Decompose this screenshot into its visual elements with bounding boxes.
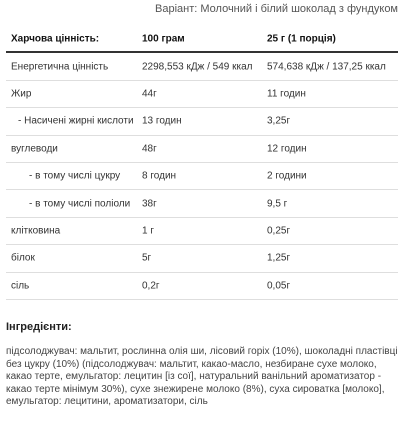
row-value-serving: 0,05г bbox=[267, 280, 291, 292]
row-value-100g: 5г bbox=[142, 252, 152, 264]
row-label: Енергетична цінність bbox=[11, 61, 109, 73]
row-value-100g: 44г bbox=[142, 88, 157, 100]
table-row bbox=[6, 218, 398, 245]
nutrition-table bbox=[6, 26, 398, 300]
header-per-100g: 100 грам bbox=[142, 33, 185, 45]
table-row bbox=[6, 163, 398, 190]
header-per-serving: 25 г (1 порція) bbox=[267, 33, 336, 45]
ingredients-text: підсолоджувач: мальтит, рослинна олія ши, лісовий горіх (10%), шоколадні пластівці без цукру (10%) (підсолоджувач: мальтит, какао-масло, незбиране сухе молоко, какао терте, емульгатор: лецитин [із сої], натуральний ванільний ароматизатор - какао терте мінімум 30%), сухе знежирене молоко (8%), суха сироватка [молоко], емульгатор: лецитини, ароматизатори, сіль bbox=[6, 346, 398, 407]
row-value-serving: 9,5 г bbox=[267, 198, 288, 210]
row-value-100g: 8 годин bbox=[142, 170, 177, 182]
table-row bbox=[6, 53, 398, 80]
row-value-serving: 1,25г bbox=[267, 252, 291, 264]
row-value-serving: 574,638 кДж / 137,25 ккал bbox=[267, 61, 386, 73]
row-label: - Насичені жирні кислоти bbox=[18, 115, 134, 127]
row-value-serving: 0,25г bbox=[267, 225, 291, 237]
row-value-100g: 13 годин bbox=[142, 115, 182, 127]
row-label: - в тому числі цукру bbox=[29, 170, 121, 182]
table-header-row bbox=[6, 26, 398, 53]
variant-label: Варіант: Молочний і білий шоколад з фундуком bbox=[155, 3, 398, 15]
table-row bbox=[6, 273, 398, 300]
table-row bbox=[6, 245, 398, 272]
row-value-100g: 1 г bbox=[142, 225, 154, 237]
table-row bbox=[6, 108, 398, 135]
table-row bbox=[6, 190, 398, 217]
row-value-100g: 2298,553 кДж / 549 ккал bbox=[142, 61, 253, 73]
row-value-serving: 11 годин bbox=[267, 88, 306, 100]
row-value-serving: 12 годин bbox=[267, 143, 307, 155]
row-label: клітковина bbox=[11, 225, 61, 237]
row-label: вуглеводи bbox=[11, 143, 58, 155]
table-row bbox=[6, 136, 398, 163]
row-label: білок bbox=[11, 252, 35, 264]
table-row bbox=[6, 81, 398, 108]
row-label: Жир bbox=[11, 88, 32, 100]
row-value-serving: 2 години bbox=[267, 170, 307, 182]
row-value-100g: 48г bbox=[142, 143, 157, 155]
ingredients-title: Інгредієнти: bbox=[6, 321, 72, 333]
header-nutrition: Харчова цінність: bbox=[11, 33, 100, 45]
row-value-100g: 38г bbox=[142, 198, 157, 210]
row-value-serving: 3,25г bbox=[267, 115, 291, 127]
row-value-100g: 0,2г bbox=[142, 280, 160, 292]
row-label: - в тому числі поліоли bbox=[29, 198, 131, 210]
row-label: сіль bbox=[11, 280, 30, 292]
